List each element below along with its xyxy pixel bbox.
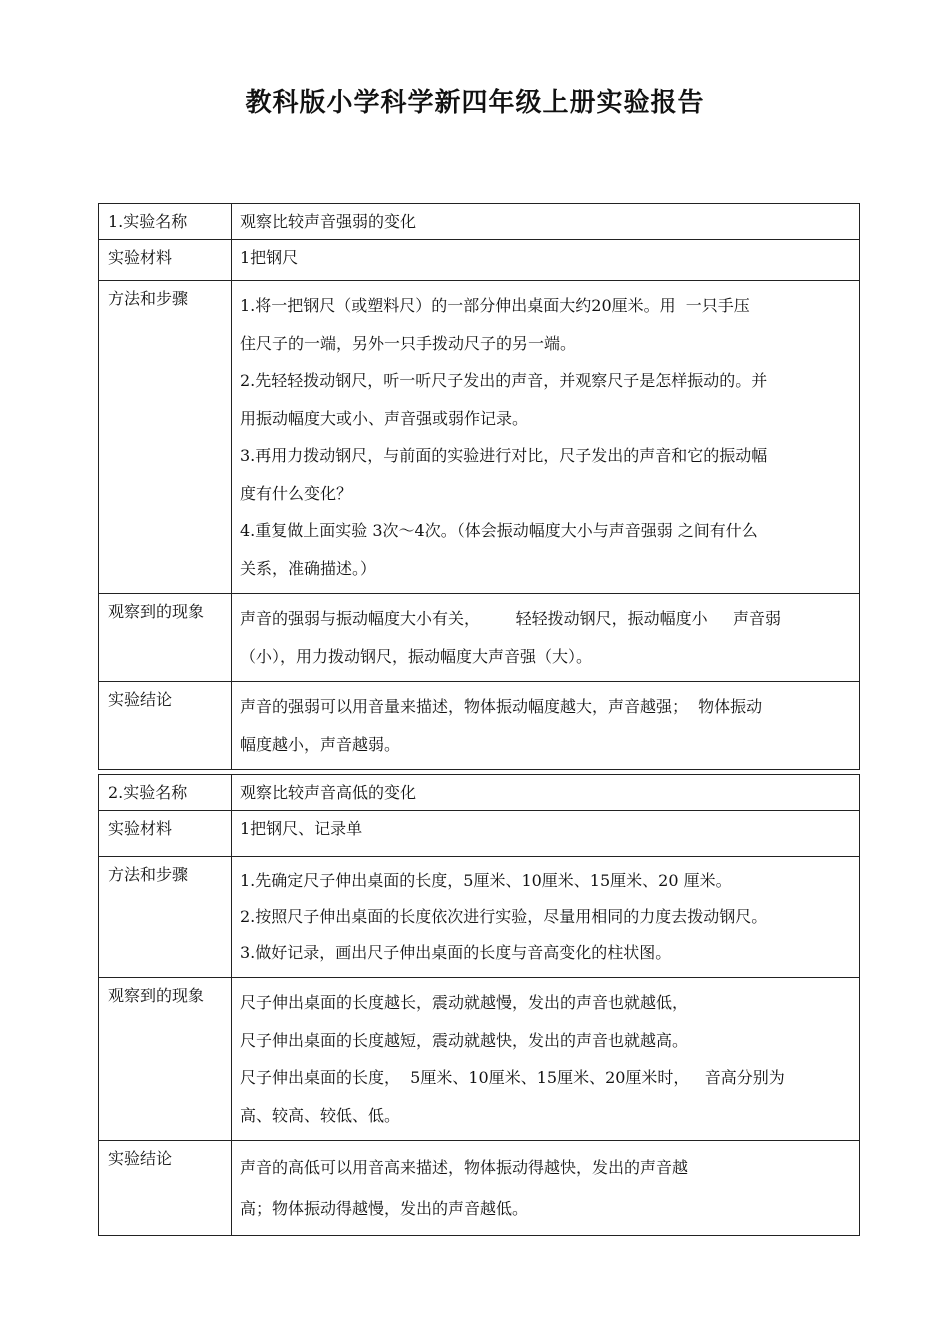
experiment-name: 观察比较声音强弱的变化: [240, 212, 417, 231]
label-cell: [99, 811, 232, 857]
row-materials: [99, 811, 860, 857]
observation-line: 高、较高、较低、低。: [240, 1105, 401, 1125]
label-cell: [99, 281, 232, 594]
step-line: 住尺子的一端，另外一只手拨动尺子的另一端。: [240, 333, 577, 353]
content-cell: [232, 682, 860, 770]
step-line: 2.按照尺子伸出桌面的长度依次进行实验，尽量用相同的力度去拨动钢尺。: [240, 907, 768, 926]
step-line: 3.再用力拨动钢尺，与前面的实验进行对比，尺子发出的声音和它的振动幅: [240, 446, 768, 465]
step-line: 度有什么变化？: [240, 483, 353, 503]
observation-label: 观察到的现象: [108, 986, 205, 1005]
row-steps: [99, 281, 860, 594]
conclusion-line: 幅度越小，声音越弱。: [240, 734, 401, 754]
label-cell: [99, 775, 232, 811]
observation-line: 尺子伸出桌面的长度越长，震动就越慢，发出的声音也就越低，: [240, 993, 689, 1012]
page-title: 教科版小学科学新四年级上册实验报告: [245, 88, 705, 118]
step-line: 1.将一把钢尺（或塑料尺）的一部分伸出桌面大约20厘米。用 一只手压: [240, 296, 750, 315]
steps-label: 方法和步骤: [108, 865, 189, 884]
materials-label: 实验材料: [108, 248, 173, 267]
content-cell: [232, 281, 860, 594]
step-line: 1.先确定尺子伸出桌面的长度，5厘米、10厘米、15厘米、20 厘米。: [240, 871, 732, 890]
conclusion-line: 声音的高低可以用音高来描述，物体振动得越快，发出的声音越: [240, 1158, 689, 1177]
observation-line: 尺子伸出桌面的长度越短，震动就越快，发出的声音也就越高。: [240, 1030, 689, 1050]
content-cell: [232, 204, 860, 240]
conclusion-line: 高；物体振动得越慢，发出的声音越低。: [240, 1199, 529, 1218]
conclusion-line: 声音的强弱可以用音量来描述，物体振动幅度越大，声音越强； 物体振动: [240, 697, 763, 716]
conclusion-label: 实验结论: [108, 1149, 173, 1168]
row-name: [99, 775, 860, 811]
row-conclusion: [99, 682, 860, 770]
label-cell: [99, 594, 232, 682]
content-cell: [232, 978, 860, 1141]
conclusion-label: 实验结论: [108, 690, 173, 709]
label-cell: [99, 978, 232, 1141]
label-cell: [99, 682, 232, 770]
row-observation: [99, 978, 860, 1141]
row-steps: [99, 857, 860, 978]
step-line: 关系，准确描述。）: [240, 558, 377, 578]
experiment-name: 观察比较声音高低的变化: [240, 783, 417, 802]
content-cell: [232, 1141, 860, 1236]
observation-line: 尺子伸出桌面的长度， 5厘米、10厘米、15厘米、20厘米时， 音高分别为: [240, 1068, 785, 1087]
content-cell: [232, 811, 860, 857]
steps-label: 方法和步骤: [108, 289, 189, 308]
content-cell: [232, 594, 860, 682]
observation-label: 观察到的现象: [108, 602, 205, 621]
materials-text: 1把钢尺: [240, 248, 299, 267]
observation-line: （小），用力拨动钢尺，振动幅度大声音强（大）。: [240, 646, 593, 666]
step-line: 用振动幅度大或小、声音强或弱作记录。: [240, 408, 529, 428]
row-conclusion: [99, 1141, 860, 1236]
name-label: 1.实验名称: [108, 212, 188, 231]
materials-label: 实验材料: [108, 819, 173, 838]
step-line: 4.重复做上面实验 3次～4次。（体会振动幅度大小与声音强弱 之间有什么: [240, 521, 758, 540]
row-name: [99, 204, 860, 240]
step-line: 2.先轻轻拨动钢尺，听一听尺子发出的声音，并观察尺子是怎样振动的。并: [240, 371, 768, 390]
materials-text: 1把钢尺、记录单: [240, 819, 363, 838]
row-materials: [99, 240, 860, 281]
step-line: 3.做好记录，画出尺子伸出桌面的长度与音高变化的柱状图。: [240, 943, 672, 962]
experiment-table-2: [98, 774, 860, 1236]
experiment-table-1: [98, 203, 860, 770]
row-observation: [99, 594, 860, 682]
content-cell: [232, 240, 860, 281]
label-cell: [99, 857, 232, 978]
label-cell: [99, 204, 232, 240]
content-cell: [232, 775, 860, 811]
content-cell: [232, 857, 860, 978]
name-label: 2.实验名称: [108, 783, 188, 802]
observation-line: 声音的强弱与振动幅度大小有关， 轻轻拨动钢尺，振动幅度小 声音弱: [240, 609, 782, 628]
label-cell: [99, 240, 232, 281]
label-cell: [99, 1141, 232, 1236]
